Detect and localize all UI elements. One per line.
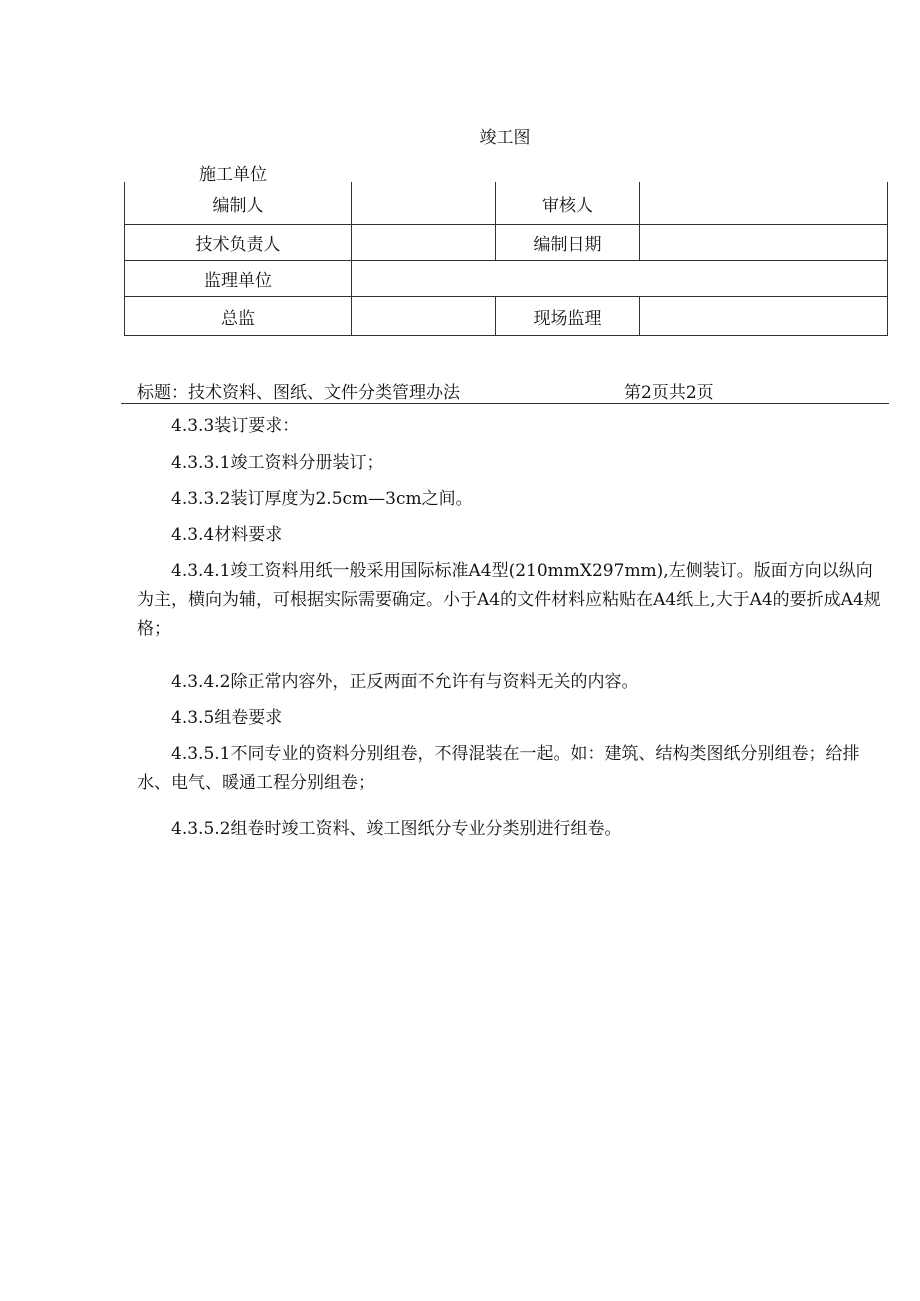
paragraph: 4.3.3.2装订厚度为2.5cm—3cm之间。 bbox=[171, 489, 473, 509]
tech-lead-value bbox=[352, 225, 496, 261]
page-number: 第2页共2页 bbox=[624, 383, 714, 403]
compile-date-label: 编制日期 bbox=[496, 225, 640, 261]
site-supervisor-label: 现场监理 bbox=[496, 297, 640, 336]
supervision-unit-label: 监理单位 bbox=[125, 261, 352, 297]
paragraph: 4.3.4.2除正常内容外，正反两面不允许有与资料无关的内容。 bbox=[171, 672, 639, 692]
table-row bbox=[125, 297, 888, 336]
reviewer-label: 审核人 bbox=[496, 182, 640, 225]
paragraph: 4.3.5.2组卷时竣工资料、竣工图纸分专业分类别进行组卷。 bbox=[171, 819, 622, 839]
header-title: 标题：技术资料、图纸、文件分类管理办法 bbox=[137, 383, 460, 403]
compiler-value bbox=[352, 182, 496, 225]
compiler-label: 编制人 bbox=[125, 182, 352, 225]
paragraph: 4.3.4材料要求 bbox=[171, 525, 283, 545]
site-supervisor-value bbox=[640, 297, 888, 336]
stamp-title: 竣工图 bbox=[479, 128, 531, 148]
paragraph: 4.3.5.1不同专业的资料分别组卷，不得混装在一起。如：建筑、结构类图纸分别组卷；给排水、电气、暖通工程分别组卷； bbox=[137, 744, 860, 793]
table-row bbox=[125, 225, 888, 261]
chief-supervisor-label: 总监 bbox=[125, 297, 352, 336]
tech-lead-label: 技术负责人 bbox=[125, 225, 352, 261]
table-row bbox=[125, 182, 888, 225]
construction-unit-label: 施工单位 bbox=[199, 165, 267, 185]
signature-table bbox=[124, 182, 888, 336]
paragraph: 4.3.5组卷要求 bbox=[171, 708, 283, 728]
compile-date-value bbox=[640, 225, 888, 261]
paragraph: 4.3.3装订要求： bbox=[171, 416, 300, 436]
chief-supervisor-value bbox=[352, 297, 496, 336]
table-row bbox=[125, 261, 888, 297]
paragraph: 4.3.3.1竣工资料分册装订； bbox=[171, 453, 384, 473]
reviewer-value bbox=[640, 182, 888, 225]
supervision-unit-value bbox=[352, 261, 888, 297]
paragraph: 4.3.4.1竣工资料用纸一般采用国际标准A4型(210mmX297mm),左侧装订。版面方向以纵向为主，横向为辅，可根据实际需要确定。小于A4的文件材料应粘贴在A4纸上,大于A4的要折成A4规格； bbox=[137, 561, 881, 639]
header-divider bbox=[121, 403, 889, 404]
